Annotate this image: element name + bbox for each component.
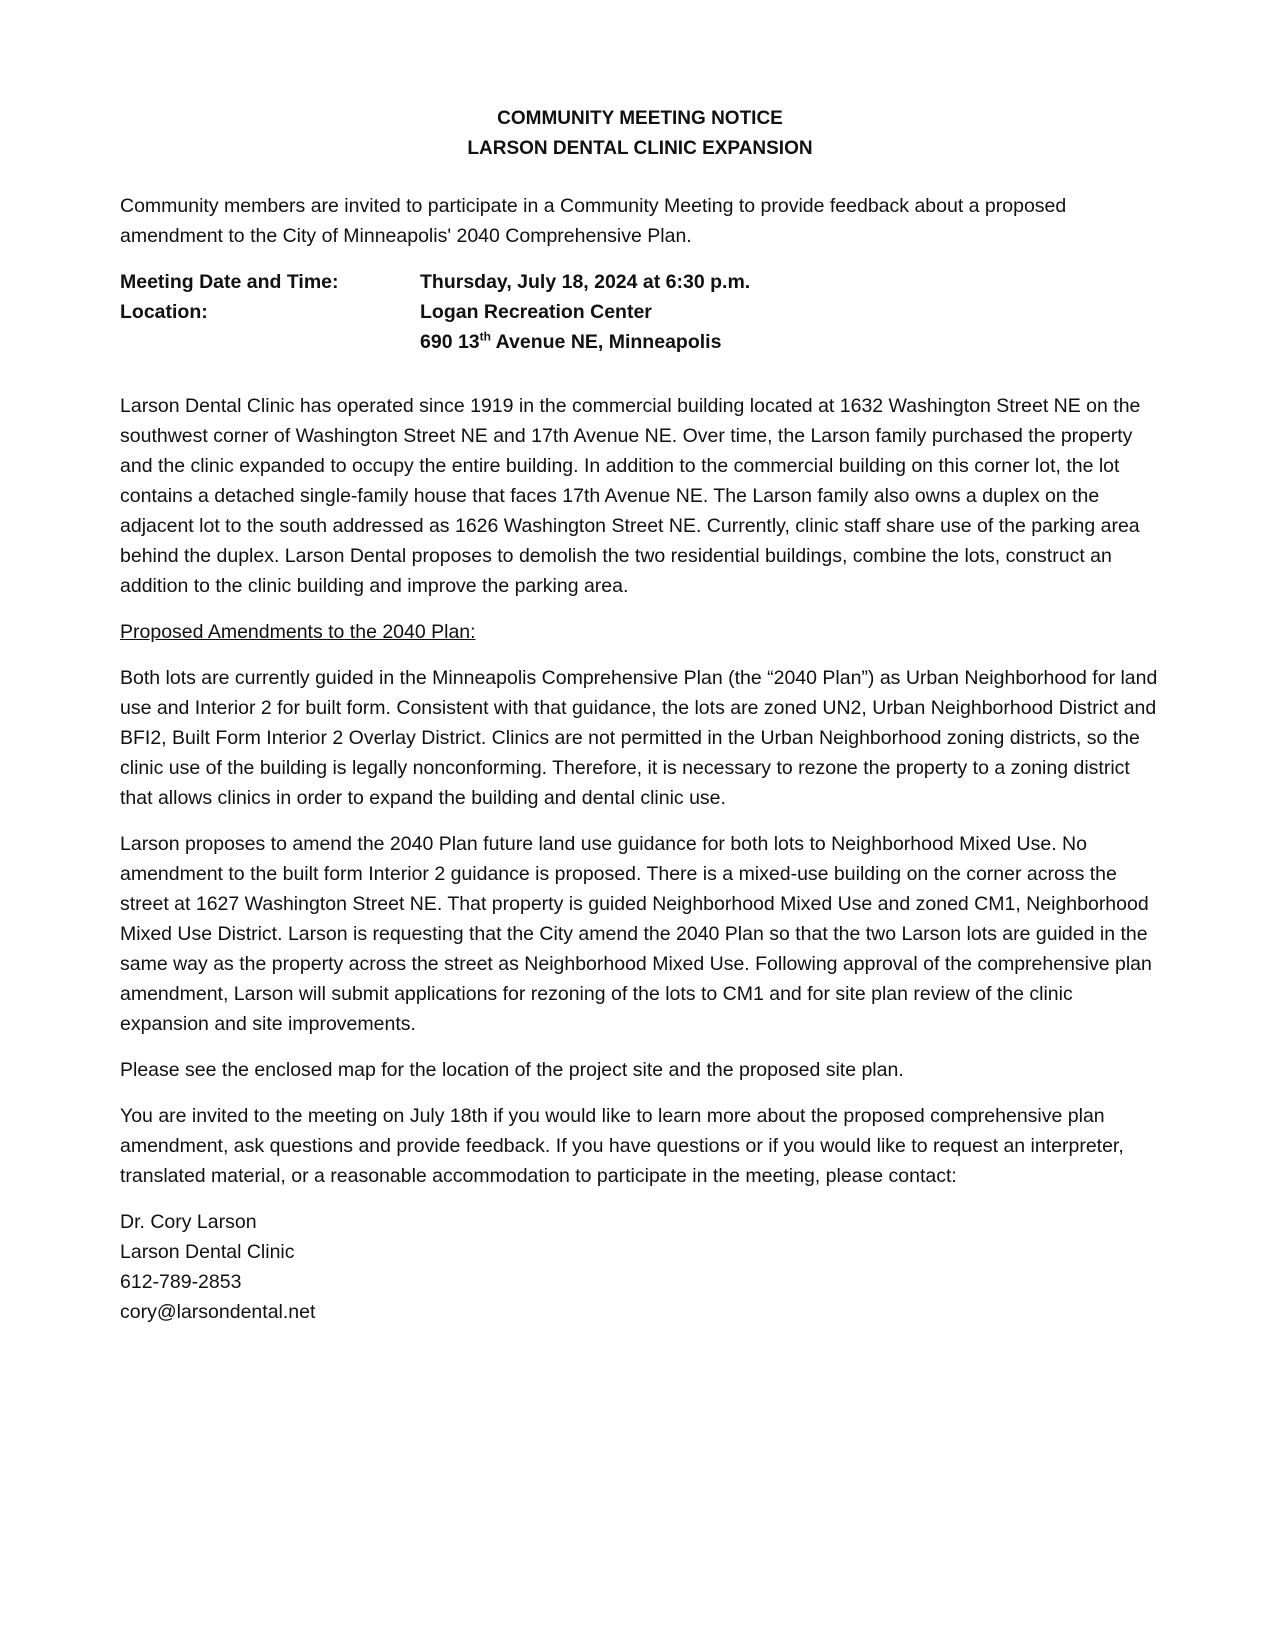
address-spacer [120, 327, 420, 357]
contact-phone: 612-789-2853 [120, 1271, 242, 1293]
title-line-2: LARSON DENTAL CLINIC EXPANSION [467, 138, 813, 159]
document-body [120, 104, 1160, 1327]
document-title [120, 104, 1160, 164]
title-line-1: COMMUNITY MEETING NOTICE [497, 108, 783, 129]
meeting-date-label: Meeting Date and Time: [120, 271, 339, 293]
contact-name: Dr. Cory Larson [120, 1211, 257, 1233]
contact-email: cory@larsondental.net [120, 1301, 316, 1323]
map-note-paragraph: Please see the enclosed map for the location of the project site and the proposed site plan. [120, 1059, 904, 1081]
contact-block [120, 1207, 1160, 1327]
amendments-paragraph-1: Both lots are currently guided in the Minneapolis Comprehensive Plan (the “2040 Plan”) as Urban Neighborhood for land use and Interior 2 for built form. Consistent with that guidance, the lots are zoned UN2, Urban Neighborhood District and BFI2, Built Form Interior 2 Overlay District. Clinics are not permitted in the Urban Neighborhood zoning districts, so the clinic use of the building is legally nonconforming. Therefore, it is necessary to rezone the property to a zoning district that allows clinics in order to expand the building and dental clinic use. [120, 667, 1158, 809]
meeting-details [120, 267, 1160, 357]
address-number: 690 13 [420, 331, 480, 353]
location-address [420, 327, 1160, 357]
amendments-heading: Proposed Amendments to the 2040 Plan: [120, 621, 476, 643]
invitation-paragraph: You are invited to the meeting on July 18th if you would like to learn more about the proposed comprehensive plan amendment, ask questions and provide feedback. If you have questions or if you would like to request an interpreter, translated material, or a reasonable accommodation to participate in the meeting, please contact: [120, 1105, 1124, 1187]
background-paragraph: Larson Dental Clinic has operated since 1919 in the commercial building located at 1632 Washington Street NE on the southwest corner of Washington Street NE and 17th Avenue NE. Over time, the Larson family purchased the property and the clinic expanded to occupy the entire building. In addition to the commercial building on this corner lot, the lot contains a detached single-family house that faces 17th Avenue NE. The Larson family also owns a duplex on the adjacent lot to the south addressed as 1626 Washington Street NE. Currently, clinic staff share use of the parking area behind the duplex. Larson Dental proposes to demolish the two residential buildings, combine the lots, construct an addition to the clinic building and improve the parking area. [120, 395, 1141, 597]
location-label: Location: [120, 301, 208, 323]
address-rest: Avenue NE, Minneapolis [490, 331, 722, 353]
location-name: Logan Recreation Center [420, 301, 652, 323]
contact-organization: Larson Dental Clinic [120, 1241, 295, 1263]
meeting-date-value: Thursday, July 18, 2024 at 6:30 p.m. [420, 271, 751, 293]
amendments-paragraph-2: Larson proposes to amend the 2040 Plan future land use guidance for both lots to Neighborhood Mixed Use. No amendment to the built form Interior 2 guidance is proposed. There is a mixed-use building on the corner across the street at 1627 Washington Street NE. That property is guided Neighborhood Mixed Use and zoned CM1, Neighborhood Mixed Use District. Larson is requesting that the City amend the 2040 Plan so that the two Larson lots are guided in the same way as the property across the street as Neighborhood Mixed Use. Following approval of the comprehensive plan amendment, Larson will submit applications for rezoning of the lots to CM1 and for site plan review of the clinic expansion and site improvements. [120, 833, 1152, 1035]
intro-paragraph: Community members are invited to participate in a Community Meeting to provide feedback about a proposed amendment to the City of Minneapolis' 2040 Comprehensive Plan. [120, 195, 1067, 247]
address-suffix: th [479, 329, 491, 344]
